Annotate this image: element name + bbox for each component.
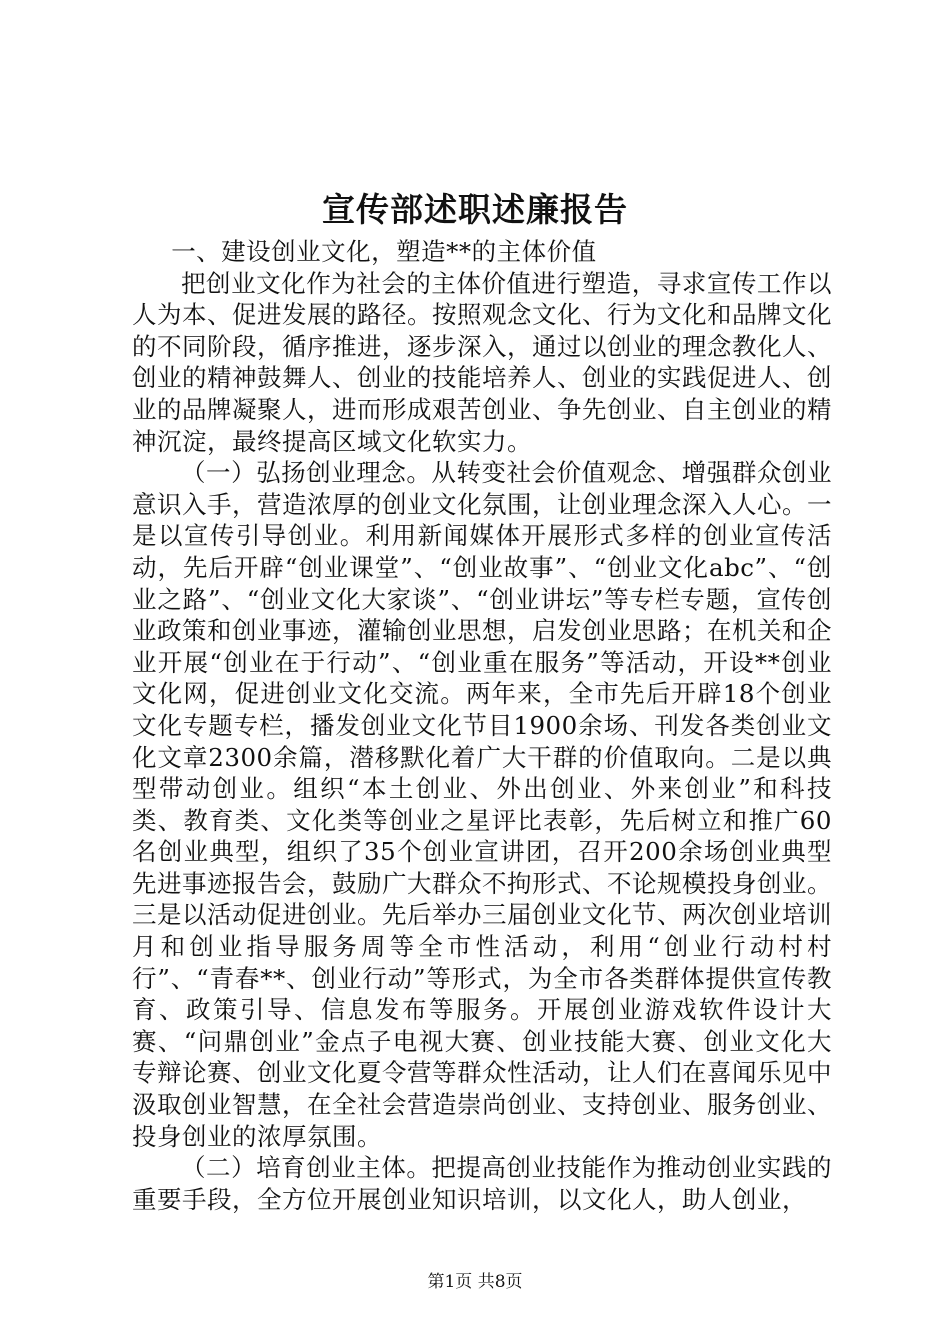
document-title: 宣传部述职述廉报告 xyxy=(322,190,628,229)
body-paragraph-intro: 把创业文化作为社会的主体价值进行塑造，寻求宣传工作以人为本、促进发展的路径。按照观念文化、行为文化和品牌文化的不同阶段，循序推进，逐步深入，通过以创业的理念教化人、创业的精神鼓舞人、创业的技能培养人、创业的实践促进人、创业的品牌凝聚人，进而形成艰苦创业、争先创业、自主创业的精神沉淀，最终提高区域文化软实力。 xyxy=(132,268,832,456)
body-paragraph-cultivate-subjects: （二）培育创业主体。把提高创业技能作为推动创业实践的重要手段，全方位开展创业知识培训，以文化人，助人创业， xyxy=(132,1153,832,1214)
section-heading: 一、建设创业文化，塑造**的主体价值 xyxy=(171,237,597,266)
document-body xyxy=(132,236,832,1215)
body-paragraph-promote-ideas: （一）弘扬创业理念。从转变社会价值观念、增强群众创业意识入手，营造浓厚的创业文化氛围，让创业理念深入人心。一是以宣传引导创业。利用新闻媒体开展形式多样的创业宣传活动，先后开辟“创业课堂”、“创业故事”、“创业文化abc”、“创业之路”、“创业文化大家谈”、“创业讲坛”等专栏专题，宣传创业政策和创业事迹，灌输创业思想，启发创业思路；在机关和企业开展“创业在于行动”、“创业重在服务”等活动，开设**创业文化网，促进创业文化交流。两年来，全市先后开辟18个创业文化专题专栏，播发创业文化节目1900余场、刊发各类创业文化文章2300余篇，潜移默化着广大干群的价值取向。二是以典型带动创业。组织“本土创业、外出创业、外来创业”和科技类、教育类、文化类等创业之星评比表彰，先后树立和推广60名创业典型，组织了35个创业宣讲团，召开200余场创业典型先进事迹报告会，鼓励广大群众不拘形式、不论规模投身创业。三是以活动促进创业。先后举办三届创业文化节、两次创业培训月和创业指导服务周等全市性活动，利用“创业行动村村行”、“青春**、创业行动”等形式，为全市各类群体提供宣传教育、政策引导、信息发布等服务。开展创业游戏软件设计大赛、“问鼎创业”金点子电视大赛、创业技能大赛、创业文化大专辩论赛、创业文化夏令营等群众性活动，让人们在喜闻乐见中汲取创业智慧，在全社会营造崇尚创业、支持创业、服务创业、投身创业的浓厚氛围。 xyxy=(132,458,832,1151)
page-number-footer: 第1页 共8页 xyxy=(427,1272,523,1292)
